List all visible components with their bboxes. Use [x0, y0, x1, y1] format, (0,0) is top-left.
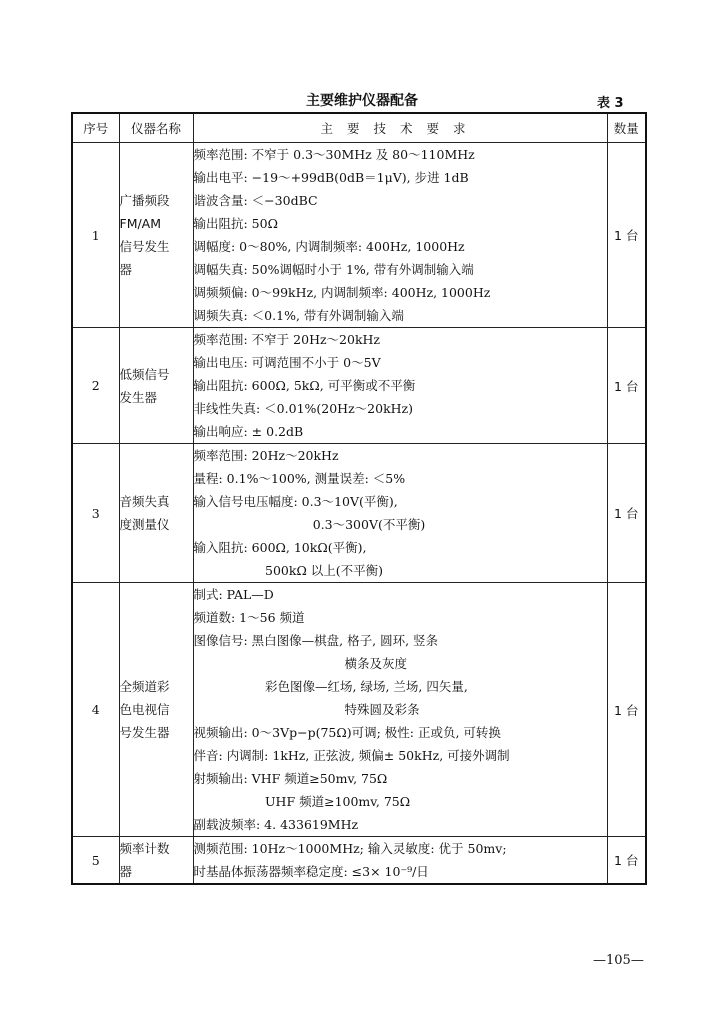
requirement-line: 频率范围: 不窄于 0.3～30MHz 及 80～110MHz	[193, 147, 475, 162]
table-body	[72, 143, 646, 885]
requirement-line: 输出响应: ± 0.2dB	[193, 424, 304, 439]
table-row	[72, 328, 646, 444]
page-number: —105—	[593, 953, 644, 968]
requirement-line: 谐波含量: ＜−30dBC	[193, 193, 318, 208]
header-index: 序号	[72, 113, 119, 143]
instrument-name-line: 信号发生	[119, 239, 170, 254]
instrument-name-line: 低频信号	[119, 366, 170, 382]
requirement-line: 制式: PAL—D	[193, 587, 274, 602]
instrument-name-line: 号发生器	[119, 725, 170, 740]
header-requirements	[193, 113, 607, 143]
requirement-line: 时基晶体振荡器频率稳定度: ≤3× 10⁻⁹/日	[193, 864, 429, 879]
requirement-line: 特殊圆及彩条	[193, 702, 420, 717]
requirement-line: 输入阻抗: 600Ω, 10kΩ(平衡),	[193, 540, 367, 555]
quantity: 1 台	[607, 583, 646, 837]
requirement-line: UHF 频道≥100mv, 75Ω	[193, 794, 411, 809]
instrument-name-line: FM/AM	[119, 216, 162, 231]
instrument-name-line: 色电视信	[119, 702, 170, 717]
requirement-line: 频道数: 1～56 频道	[193, 610, 305, 625]
requirement-line: 调幅度: 0～80%, 内调制频率: 400Hz, 1000Hz	[193, 239, 465, 254]
quantity: 1 台	[607, 328, 646, 444]
instrument-name-line: 器	[119, 864, 133, 879]
header-requirements-label: 主要技术要求	[320, 121, 480, 136]
requirement-line: 输出电平: −19～+99dB(0dB＝1μV), 步进 1dB	[193, 170, 469, 185]
instrument-name-line: 广播频段	[119, 193, 170, 208]
requirement-line: 非线性失真: ＜0.01%(20Hz～20kHz)	[193, 401, 414, 416]
equipment-table	[71, 112, 647, 885]
requirement-line: 0.3～300V(不平衡)	[193, 517, 426, 532]
table-header-row	[72, 113, 646, 143]
row-index: 1	[72, 143, 119, 328]
quantity: 1 台	[607, 444, 646, 583]
requirement-line: 频率范围: 不窄于 20Hz～20kHz	[193, 332, 381, 347]
table-row	[72, 143, 646, 328]
instrument-name-line: 发生器	[119, 389, 158, 405]
quantity: 1 台	[607, 143, 646, 328]
requirement-line: 输出阻抗: 50Ω	[193, 216, 278, 231]
header-quantity: 数量	[607, 113, 646, 143]
requirement-line: 彩色图像—红场, 绿场, 兰场, 四矢量,	[193, 679, 468, 694]
instrument-name	[119, 328, 193, 444]
row-index: 5	[72, 837, 119, 885]
table-row	[72, 444, 646, 583]
requirement-line: 副载波频率: 4. 433619MHz	[193, 817, 359, 832]
requirement-line: 测频范围: 10Hz～1000MHz; 输入灵敏度: 优于 50mv;	[193, 841, 507, 856]
requirement-line: 调频频偏: 0～99kHz, 内调制频率: 400Hz, 1000Hz	[193, 285, 491, 300]
instrument-name	[119, 143, 193, 328]
row-index: 4	[72, 583, 119, 837]
instrument-name-line: 全频道彩	[119, 679, 170, 694]
requirement-line: 横条及灰度	[193, 656, 407, 671]
requirement-line: 输出阻抗: 600Ω, 5kΩ, 可平衡或不平衡	[193, 378, 416, 393]
requirement-line: 输入信号电压幅度: 0.3～10V(平衡),	[193, 494, 398, 509]
quantity: 1 台	[607, 837, 646, 885]
technical-requirements	[193, 328, 607, 444]
header-name: 仪器名称	[119, 113, 193, 143]
technical-requirements	[193, 583, 607, 837]
requirement-line: 调幅失真: 50%调幅时小于 1%, 带有外调制输入端	[193, 262, 474, 277]
instrument-name-line: 频率计数	[119, 841, 170, 856]
instrument-name-line: 度测量仪	[119, 517, 170, 532]
table-number: 表 3	[597, 96, 624, 111]
technical-requirements	[193, 143, 607, 328]
row-index: 3	[72, 444, 119, 583]
instrument-name-line: 音频失真	[119, 494, 170, 509]
technical-requirements	[193, 837, 607, 885]
instrument-name-line: 器	[119, 262, 133, 277]
requirement-line: 频率范围: 20Hz～20kHz	[193, 448, 339, 463]
requirement-line: 视频输出: 0～3Vp−p(75Ω)可调; 极性: 正或负, 可转换	[193, 725, 501, 740]
requirement-line: 伴音: 内调制: 1kHz, 正弦波, 频偏± 50kHz, 可接外调制	[193, 748, 510, 763]
row-index: 2	[72, 328, 119, 444]
requirement-line: 500kΩ 以上(不平衡)	[193, 563, 384, 578]
instrument-name	[119, 583, 193, 837]
requirement-line: 调频失真: ＜0.1%, 带有外调制输入端	[193, 308, 404, 323]
page-title: 主要维护仪器配备	[306, 93, 418, 109]
requirement-line: 输出电压: 可调范围不小于 0～5V	[193, 355, 381, 370]
requirement-line: 量程: 0.1%～100%, 测量误差: ＜5%	[193, 471, 406, 486]
requirement-line: 射频输出: VHF 频道≥50mv, 75Ω	[193, 771, 388, 786]
table-row	[72, 583, 646, 837]
requirement-line: 图像信号: 黑白图像—棋盘, 格子, 圆环, 竖条	[193, 633, 439, 648]
technical-requirements	[193, 444, 607, 583]
instrument-name	[119, 444, 193, 583]
table-row	[72, 837, 646, 885]
instrument-name	[119, 837, 193, 885]
